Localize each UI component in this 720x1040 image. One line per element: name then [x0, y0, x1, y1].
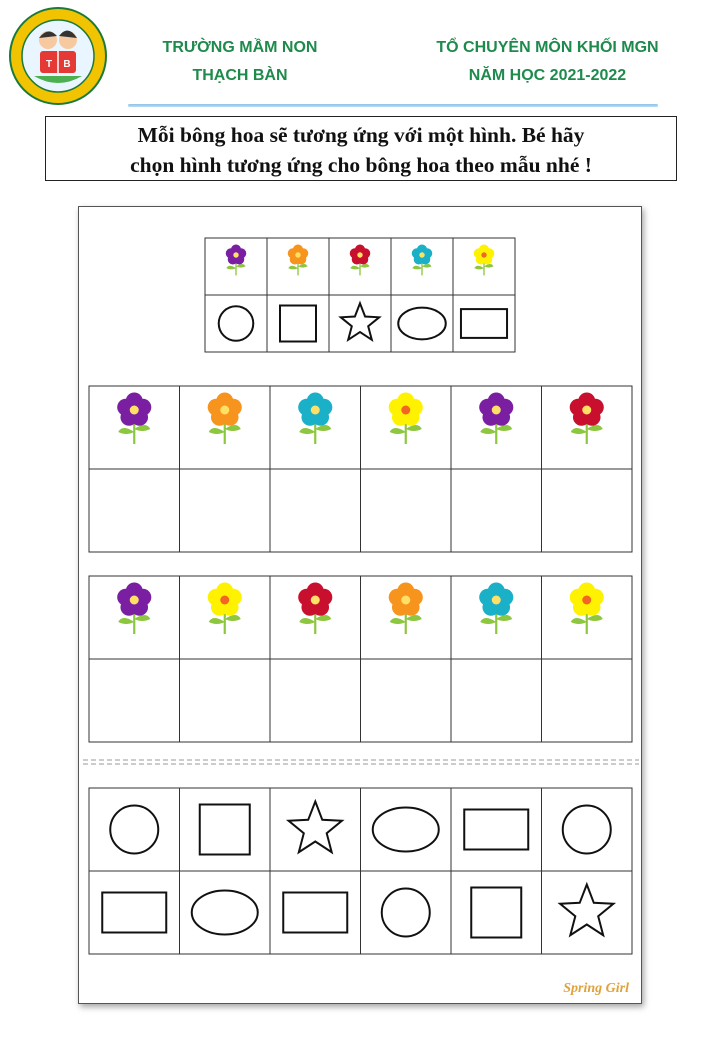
department-name: [410, 34, 685, 90]
logo-letter-b: B: [63, 59, 71, 70]
key-shape-ellipse: [398, 308, 446, 340]
key-shape-rectangle: [461, 309, 507, 338]
shape-bank-star: [560, 885, 613, 936]
exercise-flower-orange: [389, 583, 423, 635]
key-flower-orange: [288, 245, 308, 276]
shape-bank-circle: [110, 806, 158, 854]
exercise-flower-yellow: [208, 583, 242, 635]
instruction-box: [45, 116, 677, 181]
department-line1: TỔ CHUYÊN MÔN KHỐI MGN: [436, 39, 659, 56]
instruction-line2: chọn hình tương ứng cho bông hoa theo mẫu nhé !: [130, 153, 592, 177]
worksheet-canvas: [79, 207, 643, 1005]
shape-bank-square: [471, 888, 521, 938]
school-name-line1: TRƯỜNG MẦM NON: [162, 39, 318, 56]
exercise-flower-orange: [208, 393, 242, 445]
exercise-flower-teal: [298, 393, 332, 445]
key-shape-square: [280, 306, 316, 342]
school-name-line2: THẠCH BÀN: [192, 67, 288, 84]
school-logo: [8, 6, 108, 106]
exercise-grid-1: [89, 386, 632, 552]
key-flower-red: [350, 245, 370, 276]
key-flower-purple: [226, 245, 246, 276]
shape-bank-rectangle: [464, 810, 528, 850]
exercise-flower-purple: [117, 393, 151, 445]
logo-letter-t: T: [45, 59, 53, 70]
shape-bank-ellipse: [192, 891, 258, 935]
header-divider: [128, 104, 658, 107]
shape-bank-circle: [563, 806, 611, 854]
key-flower-teal: [412, 245, 432, 276]
shape-bank-star: [289, 802, 342, 853]
exercise-flower-red: [570, 393, 604, 445]
exercise-flower-red: [298, 583, 332, 635]
exercise-flower-purple: [117, 583, 151, 635]
credit-signature: Spring Girl: [563, 981, 629, 996]
exercise-flower-yellow: [570, 583, 604, 635]
key-shape-star: [341, 303, 379, 340]
shape-bank-grid: [89, 788, 632, 954]
shape-bank-square: [200, 805, 250, 855]
shape-bank-circle: [382, 889, 430, 937]
shape-bank-rectangle: [283, 893, 347, 933]
instruction-line1: Mỗi bông hoa sẽ tương ứng với một hình. Bé hãy: [137, 123, 585, 147]
exercise-flower-yellow: [389, 393, 423, 445]
worksheet-panel: [78, 206, 642, 1004]
shape-bank-ellipse: [373, 808, 439, 852]
exercise-flower-teal: [479, 583, 513, 635]
school-year: NĂM HỌC 2021-2022: [468, 67, 627, 84]
exercise-flower-purple: [479, 393, 513, 445]
shape-bank-rectangle: [102, 893, 166, 933]
key-shape-circle: [219, 306, 254, 341]
key-flower-yellow: [474, 245, 494, 276]
school-name: [140, 34, 340, 90]
exercise-grid-2: [89, 576, 632, 742]
